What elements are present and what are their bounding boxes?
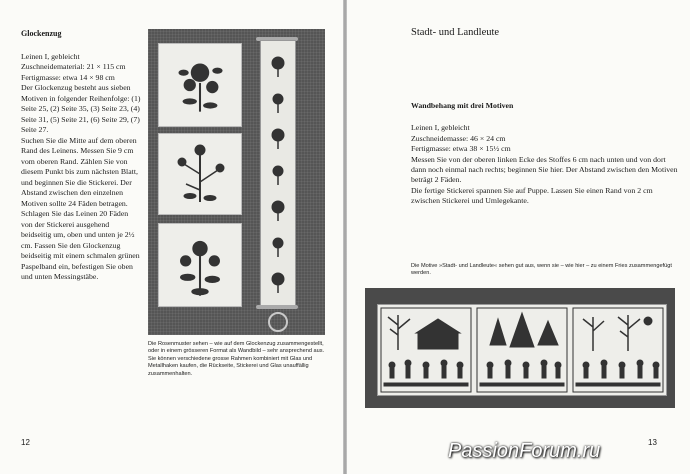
page-number-right: 13 <box>648 438 657 447</box>
rose-tile-3 <box>158 223 242 307</box>
strip-bottom-rod <box>256 305 298 309</box>
rose-tile-2 <box>158 133 242 215</box>
page-number-left: 12 <box>21 438 30 447</box>
left-heading: Glockenzug <box>21 29 62 38</box>
right-paragraph: Die fertige Stickerei spannen Sie auf Puppe. Lassen Sie einen Rand von 2 cm zwischen Stickerei und Umlegekante. <box>411 185 653 206</box>
three-motif-frieze <box>377 304 667 396</box>
left-page <box>0 0 343 474</box>
right-paragraph: Zuschneidemasse: 46 × 24 cm <box>411 133 506 143</box>
left-paragraph: Suchen Sie die Mitte auf dem oberen Rand des Leinens. Messen Sie 9 cm vom oberen Rand. Zählen Sie von diesem Punkt bis zum nächsten Blatt, und beginnen Sie die Stickerei. Der Abstand zwischen den einzelnen Motiven sollte 24 Fäden betragen. <box>21 135 138 208</box>
rose-tile-1 <box>158 43 242 127</box>
right-paragraph: Messen Sie von der oberen linken Ecke des Stoffes 6 cm nach unten und von dort dann noch einmal nach rechts; beginnen Sie hier. Der Abstand zwischen den Motiven beträgt 2 Fäden. <box>411 154 678 185</box>
brass-ring <box>268 312 288 332</box>
right-page-text <box>411 101 681 207</box>
caption-line: Sie können verschiedene grosse Rahmen kombiniert mit Glas und Metallhaken kaufen, die Rückseite, Stickerei und Glas unauffällig zusammenhalten. <box>148 355 313 377</box>
rose-embroidery-photo <box>148 29 325 335</box>
left-paragraph: Fertigmasse: etwa 14 × 98 cm <box>21 72 115 82</box>
left-caption <box>148 341 325 378</box>
bell-pull-strip <box>260 40 296 307</box>
caption-line: Die Rosenmuster sehen – wie auf dem Glockenzug zusammengestellt, oder in einem grösseren Format als Wandbild – sehr ansprechend aus. <box>148 341 325 355</box>
right-paragraph: Leinen I, gebleicht <box>411 123 470 133</box>
section-title: Stadt- und Landleute <box>411 27 500 38</box>
right-paragraph: Fertigmasse: etwa 38 × 15½ cm <box>411 144 511 154</box>
left-paragraph: Der Glockenzug besteht aus sieben Motiven in folgender Reihenfolge: (1) Seite 25, (2) Seite 35, (3) Seite 23, (4) Seite 31, (5) Seite 21, (6) Seite 29, (7) Seite 27. <box>21 83 141 134</box>
caption-line: Die Motive »Stadt- und Landleute« sehen gut aus, wenn sie – wie hier – zu einem Fries zusammengefügt werden. <box>411 263 672 277</box>
left-paragraph: Zuschneidematerial: 21 × 115 cm <box>21 62 126 71</box>
right-heading: Wandbehang mit drei Motiven <box>411 101 514 110</box>
watermark: PassionForum.ru <box>448 440 601 462</box>
wall-hanging-photo <box>365 288 675 408</box>
left-paragraph: Leinen I, gebleicht <box>21 51 80 61</box>
left-paragraph: Schlagen Sie das Leinen 20 Fäden von der Stickerei ausgehend beidseitig um, oben und unten je 2½ cm. Fassen Sie den Glockenzug beidseitig mit einem schmalen grünen Paspelband ein, befestigen Sie oben und unten Messingstäbe. <box>21 209 140 281</box>
right-caption <box>411 263 681 278</box>
left-page-text <box>21 29 141 283</box>
